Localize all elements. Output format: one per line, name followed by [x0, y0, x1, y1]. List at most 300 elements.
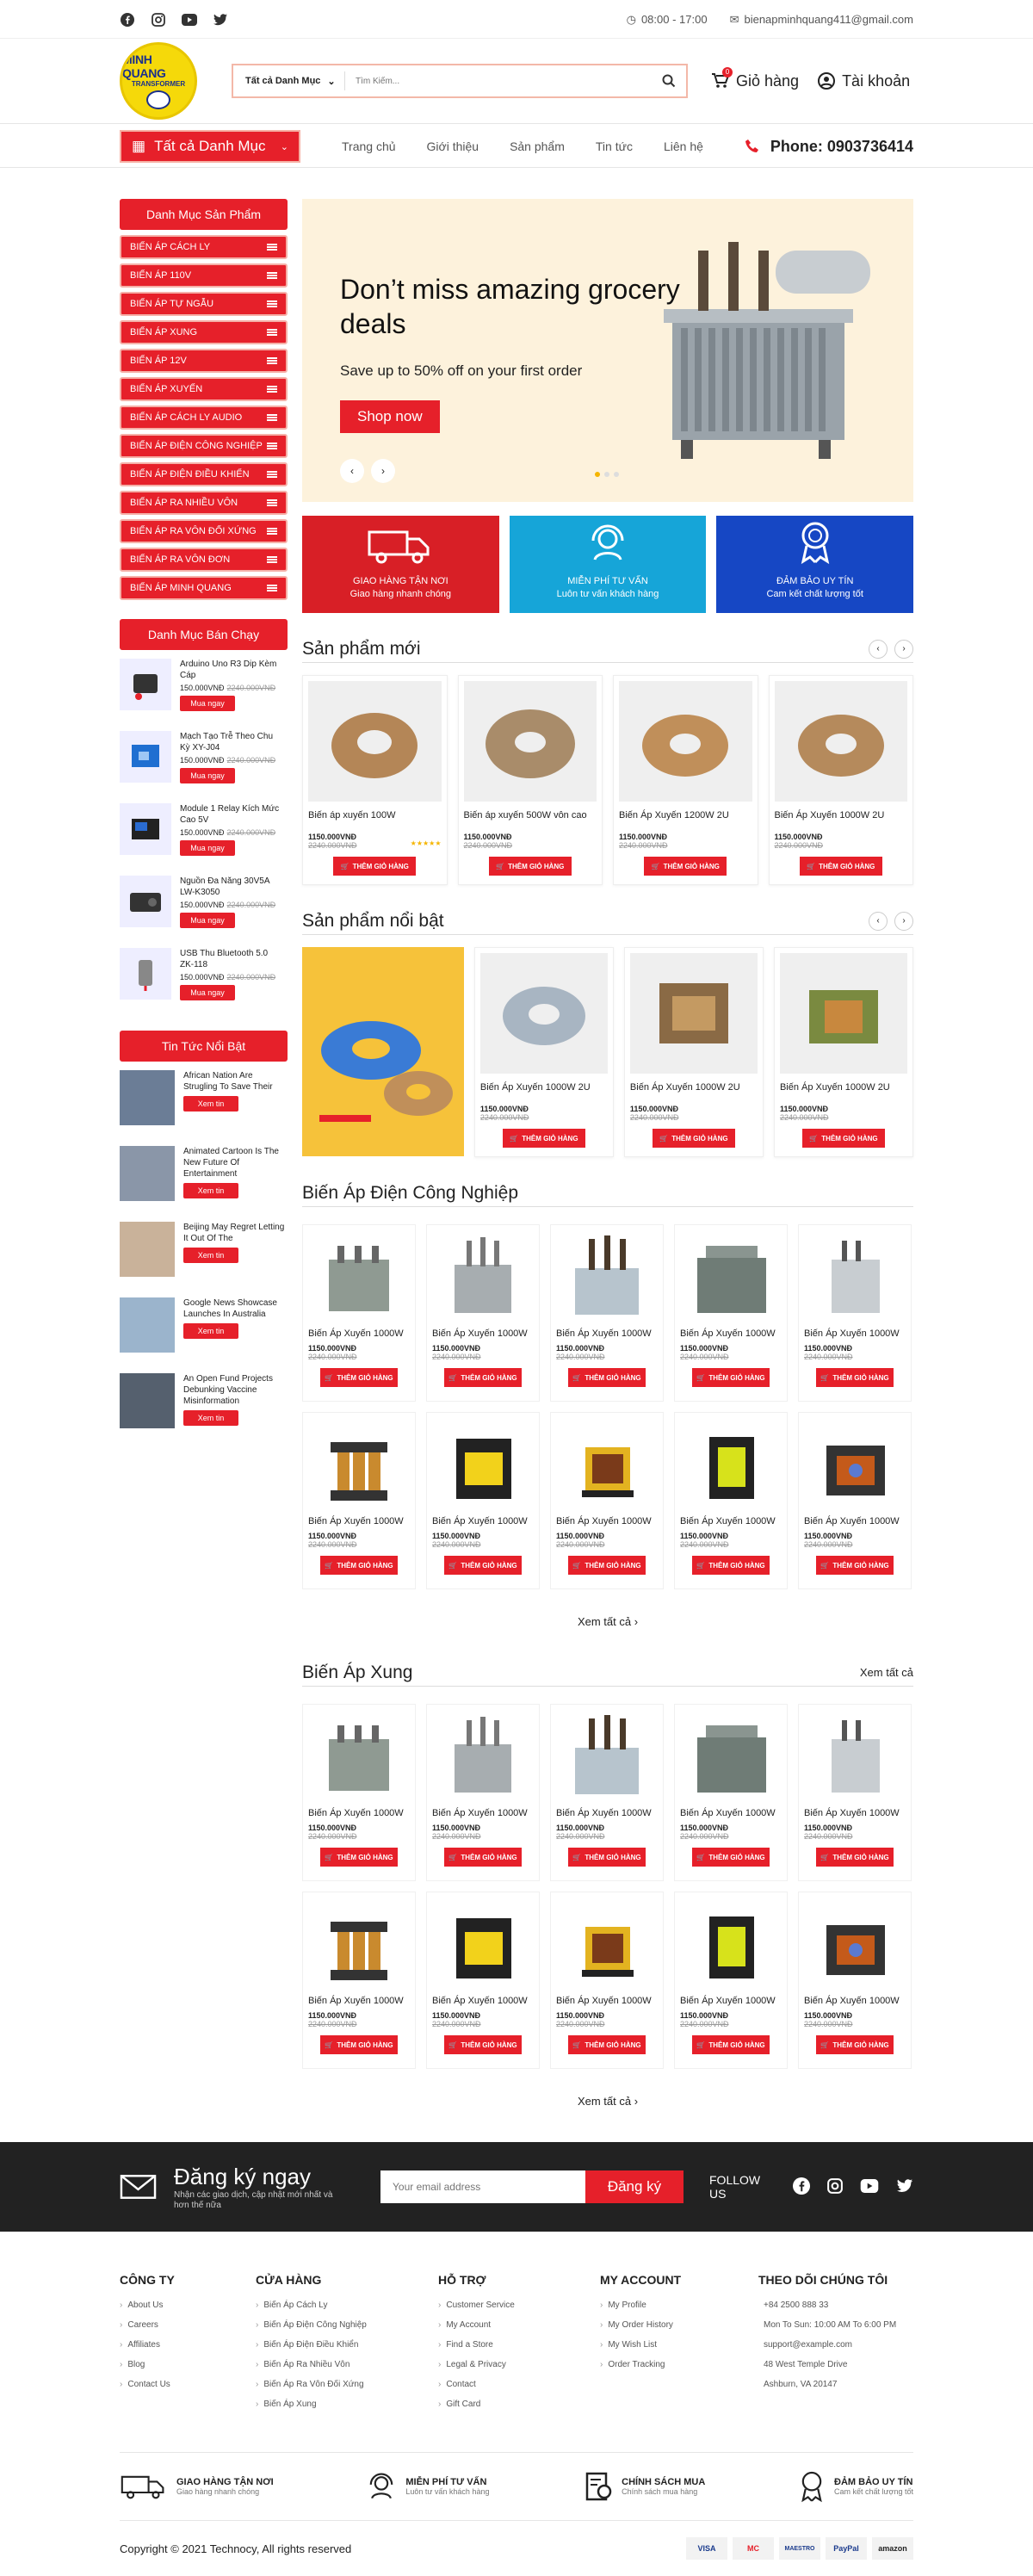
category-item[interactable]: BIẾN ÁP ĐIỆN CÔNG NGHIỆP [120, 434, 288, 458]
menu-icon [267, 499, 277, 506]
bestseller-price: 150.000VNĐ 2240.000VNĐ [180, 828, 276, 837]
buy-now-button[interactable]: Mua ngay [180, 840, 235, 856]
product-old-price: 2240.000VNĐ [680, 1832, 729, 1841]
bestseller-name: Mạch Tạo Trễ Theo Chu Kỳ XY-J04 [180, 732, 274, 752]
add-to-cart-button[interactable]: 🛒 THÊM GIỎ HÀNG [503, 1129, 585, 1148]
cart-icon: 🛒 [820, 1561, 830, 1570]
maestro-icon: MAESTRO [779, 2537, 820, 2560]
product-image [775, 681, 908, 802]
chevron-down-icon: ⌄ [327, 76, 336, 87]
product-card[interactable] [426, 1704, 540, 1881]
category-item[interactable]: BIẾN ÁP TỰ NGẪU [120, 292, 288, 316]
cart-icon: 🛒 [572, 2040, 582, 2049]
nav-item-news[interactable]: Tin tức [595, 139, 633, 153]
news-title: Tin Tức Nổi Bật [120, 1031, 288, 1062]
pagination-dot[interactable] [604, 472, 609, 477]
product-card[interactable] [798, 1892, 912, 2069]
footer-link[interactable]: › Biến Áp Điện Công Nghiệp [256, 2320, 438, 2330]
hero-prev-button[interactable] [340, 459, 364, 483]
product-image [804, 1710, 906, 1803]
logo[interactable] [120, 42, 197, 120]
category-list-title: Danh Mục Sản Phẩm [120, 199, 288, 230]
see-all-link[interactable]: Xem tất cả › [577, 2095, 639, 2108]
product-old-price: 2240.000VNĐ [804, 1353, 853, 1361]
footer-link[interactable]: › My Wish List [600, 2340, 758, 2350]
add-to-cart-button[interactable]: 🛒 THÊM GIỎ HÀNG [568, 1848, 646, 1867]
product-old-price: 2240.000VNĐ [432, 1540, 481, 1549]
product-image [464, 681, 597, 802]
footer-link[interactable]: › Affiliates [120, 2340, 256, 2350]
menu-icon [267, 244, 277, 251]
product-old-price: 2240.000VNĐ [308, 2020, 357, 2028]
product-image [556, 1418, 658, 1511]
contact-info: 48 West Temple Drive [764, 2360, 848, 2369]
product-card[interactable] [769, 675, 914, 885]
footer-link[interactable]: › Biến Áp Xung [256, 2400, 438, 2409]
section-title: Sản phẩm nổi bật [302, 910, 444, 931]
cart-icon: 🛒 [325, 2040, 334, 2049]
category-item[interactable]: BIẾN ÁP RA VÔN ĐƠN [120, 548, 288, 572]
section-title: Biến Áp Điện Công Nghiệp [302, 1182, 518, 1203]
all-categories-button[interactable] [120, 130, 300, 163]
youtube-icon[interactable] [182, 12, 197, 28]
product-price: 1150.000VNĐ [804, 1344, 853, 1353]
clock-icon: ◷ [626, 12, 636, 26]
product-name: Biến Áp Xuyến 1000W [804, 1996, 900, 2006]
product-name: Biến Áp Xuyến 1000W [308, 1328, 404, 1339]
bestseller-price: 150.000VNĐ 2240.000VNĐ [180, 901, 276, 909]
footer-link[interactable]: › Biến Áp Điện Điều Khiển [256, 2340, 438, 2350]
product-price: 1150.000VNĐ [779, 1105, 828, 1113]
footer-link[interactable]: › Biến Áp Cách Ly [256, 2300, 438, 2310]
bestseller-name: USB Thu Bluetooth 5.0 ZK-118 [180, 949, 269, 969]
cart-button[interactable] [712, 68, 800, 90]
product-old-price: 2240.000VNĐ [680, 2020, 729, 2028]
add-to-cart-button[interactable]: 🛒 THÊM GIỎ HÀNG [444, 1556, 522, 1575]
footer-link[interactable]: › Contact Us [120, 2380, 256, 2389]
product-name: Biến Áp Xuyến 1000W [556, 1516, 652, 1526]
add-to-cart-button[interactable]: 🛒 THÊM GIỎ HÀNG [816, 2035, 894, 2054]
news-box [120, 1031, 288, 1440]
product-card[interactable] [426, 1892, 540, 2069]
product-price: 1150.000VNĐ [804, 1824, 853, 1832]
newsletter-email-input[interactable] [380, 2170, 585, 2203]
product-price: 1150.000VNĐ [556, 2011, 605, 2020]
add-to-cart-button[interactable]: 🛒 THÊM GIỎ HÀNG [444, 1368, 522, 1387]
product-old-price: 2240.000VNĐ [804, 1540, 853, 1549]
facebook-icon[interactable] [120, 12, 135, 28]
subscribe-button[interactable]: Đăng ký [585, 2170, 684, 2203]
newsletter-bar [0, 2142, 1033, 2232]
product-name: Biến Áp Xuyến 1000W [308, 1808, 404, 1818]
add-to-cart-button[interactable]: 🛒 THÊM GIỎ HÀNG [692, 1848, 770, 1867]
cart-icon: 🛒 [820, 2040, 830, 2049]
add-to-cart-button[interactable]: 🛒 THÊM GIỎ HÀNG [333, 857, 416, 876]
see-all-link[interactable]: Xem tất cả [859, 1666, 913, 1679]
product-card[interactable] [613, 675, 758, 885]
product-card[interactable] [550, 1224, 664, 1402]
category-item[interactable]: BIẾN ÁP XUYẾN [120, 377, 288, 401]
news-thumbnail [120, 1373, 175, 1428]
menu-icon [267, 386, 277, 393]
product-price: 1150.000VNĐ [629, 1105, 678, 1113]
cart-icon: 🛒 [651, 862, 660, 870]
category-item[interactable]: BIẾN ÁP RA NHIỀU VÔN [120, 491, 288, 515]
bestseller-item[interactable] [120, 803, 288, 867]
all-categories-label: Tất cả Danh Mục [154, 138, 266, 154]
product-name: Biến Áp Xuyến 1000W [556, 1328, 652, 1339]
footer-link[interactable]: › Find a Store [438, 2340, 600, 2350]
bestseller-name: Arduino Uno R3 Dip Kèm Cáp [180, 659, 277, 680]
product-name: Biến Áp Xuyến 1000W [432, 1808, 528, 1818]
product-image [432, 1710, 534, 1803]
account-label: Tài khoản [842, 71, 911, 90]
product-name: Biến Áp Xuyến 1000W [804, 1808, 900, 1818]
product-thumbnail [120, 731, 171, 783]
product-price: 1150.000VNĐ [556, 1824, 605, 1832]
footer [120, 2273, 913, 2576]
product-image [804, 1898, 906, 1991]
add-to-cart-button[interactable]: 🛒 THÊM GIỎ HÀNG [489, 857, 572, 876]
product-card[interactable] [798, 1704, 912, 1881]
nav-item-about[interactable]: Giới thiệu [426, 139, 479, 153]
footer-link[interactable]: › My Order History [600, 2320, 758, 2330]
service-consult: MIỄN PHÍ TƯ VẤN Luôn tư vấn khách hàng [510, 516, 707, 613]
rating-stars-icon: ★★★★★ [410, 839, 442, 847]
product-old-price: 2240.000VNĐ [774, 841, 824, 850]
read-news-button[interactable]: Xem tin [183, 1248, 238, 1263]
add-to-cart-button[interactable]: 🛒 THÊM GIỎ HÀNG [692, 1556, 770, 1575]
carousel-next-button[interactable]: › [894, 912, 913, 931]
nav-item-products[interactable]: Sản phẩm [510, 139, 565, 153]
nav-item-home[interactable]: Trang chủ [342, 139, 396, 153]
footer-link[interactable]: › Biến Áp Ra Nhiều Vôn [256, 2360, 438, 2369]
product-name: Biến Áp Xuyến 1000W [680, 1516, 776, 1526]
facebook-icon[interactable] [793, 2177, 810, 2197]
product-old-price: 2240.000VNĐ [432, 1832, 481, 1841]
bestseller-title: Danh Mục Bán Chạy [120, 619, 288, 650]
footer-link[interactable]: › Gift Card [438, 2400, 600, 2409]
product-card[interactable] [674, 1412, 788, 1589]
product-card[interactable] [426, 1412, 540, 1589]
product-thumbnail [120, 803, 171, 855]
news-headline: Animated Cartoon Is The New Future Of Entertainment [183, 1147, 279, 1179]
product-thumbnail [120, 948, 171, 1000]
phone-contact[interactable] [745, 138, 913, 156]
search-button[interactable] [652, 65, 686, 96]
product-old-price: 2240.000VNĐ [629, 1113, 679, 1122]
add-to-cart-button[interactable]: 🛒 THÊM GIỎ HÀNG [320, 1368, 398, 1387]
category-item[interactable]: BIẾN ÁP XUNG [120, 320, 288, 344]
product-card[interactable] [426, 1224, 540, 1402]
product-image [308, 1230, 410, 1323]
category-item[interactable]: BIẾN ÁP ĐIỆN ĐIỀU KHIỂN [120, 462, 288, 486]
instagram-icon[interactable] [151, 12, 166, 28]
carousel-prev-button[interactable]: ‹ [869, 640, 888, 659]
footer-service-trust: ĐẢM BẢO UY TÍN Cam kết chất lượng tốt [798, 2470, 913, 2503]
footer-link[interactable]: › Contact [438, 2380, 600, 2389]
add-to-cart-button[interactable]: 🛒 THÊM GIỎ HÀNG [568, 2035, 646, 2054]
cart-icon: 🛒 [572, 1561, 582, 1570]
menu-icon [267, 585, 277, 591]
news-thumbnail [120, 1297, 175, 1353]
product-price: 1150.000VNĐ [308, 1824, 357, 1832]
nav-item-contact[interactable]: Liên hệ [663, 139, 703, 153]
add-to-cart-button[interactable]: 🛒 THÊM GIỎ HÀNG [568, 1556, 646, 1575]
cart-label: Giỏ hàng [736, 71, 800, 90]
product-price: 1150.000VNĐ [556, 1532, 605, 1540]
menu-icon [267, 357, 277, 364]
news-headline: African Nation Are Strugling To Save Their [183, 1071, 273, 1092]
product-card[interactable] [458, 675, 603, 885]
read-news-button[interactable]: Xem tin [183, 1323, 238, 1339]
contact-info[interactable]: support@example.com [764, 2340, 852, 2350]
bestseller-item[interactable] [120, 948, 288, 1012]
product-image [680, 1710, 782, 1803]
pagination-dot[interactable] [614, 472, 619, 477]
product-old-price: 2240.000VNĐ [556, 1540, 605, 1549]
read-news-button[interactable]: Xem tin [183, 1096, 238, 1112]
footer-link[interactable]: › Customer Service [438, 2300, 600, 2310]
news-item[interactable] [120, 1146, 288, 1213]
footer-link[interactable]: › Biến Áp Ra Vôn Đối Xứng [256, 2380, 438, 2389]
read-news-button[interactable]: Xem tin [183, 1410, 238, 1426]
opening-hours [627, 13, 708, 27]
grid-icon: ▦ [132, 138, 146, 154]
product-card[interactable] [798, 1412, 912, 1589]
product-image [308, 1710, 410, 1803]
truck-icon [120, 2473, 168, 2500]
chevron-right-icon: › [381, 465, 385, 477]
product-old-price: 2240.000VNĐ [680, 1540, 729, 1549]
news-item[interactable] [120, 1222, 288, 1289]
category-item[interactable]: BIẾN ÁP CÁCH LY AUDIO [120, 406, 288, 430]
footer-service-policy: CHÍNH SÁCH MUA Chính sách mua hàng [582, 2470, 705, 2503]
main-nav [0, 123, 1033, 168]
add-to-cart-button[interactable]: 🛒 THÊM GIỎ HÀNG [653, 1129, 735, 1148]
featured-section [302, 907, 913, 1157]
product-card[interactable] [550, 1412, 664, 1589]
category-item[interactable]: BIẾN ÁP 12V [120, 349, 288, 373]
add-to-cart-button[interactable]: 🛒 THÊM GIỎ HÀNG [816, 1368, 894, 1387]
add-to-cart-button[interactable]: 🛒 THÊM GIỎ HÀNG [802, 1129, 885, 1148]
menu-icon [267, 556, 277, 563]
shop-now-button[interactable]: Shop now [340, 400, 440, 433]
product-name: Biến Áp Xuyến 1000W 2U [779, 1082, 890, 1093]
product-price: 1150.000VNĐ [479, 1105, 529, 1113]
category-item[interactable]: BIẾN ÁP CÁCH LY [120, 235, 288, 259]
bestseller-name: Nguồn Đa Năng 30V5A LW-K3050 [180, 876, 269, 897]
pagination-dot[interactable] [595, 472, 600, 477]
truck-icon [366, 527, 435, 565]
product-name: Biến Áp Xuyến 1000W [680, 1996, 776, 2006]
cart-icon: 🛒 [572, 1373, 582, 1382]
product-old-price: 2240.000VNĐ [680, 1353, 729, 1361]
footer-services [120, 2452, 913, 2521]
product-old-price: 2240.000VNĐ [779, 1113, 829, 1122]
add-to-cart-button[interactable]: 🛒 THÊM GIỎ HÀNG [568, 1368, 646, 1387]
product-card[interactable] [302, 1704, 416, 1881]
product-old-price: 2240.000VNĐ [432, 2020, 481, 2028]
cart-icon: 🛒 [325, 1853, 334, 1861]
twitter-icon[interactable] [213, 12, 228, 28]
product-old-price: 2240.000VNĐ [308, 841, 357, 850]
transformer-image [646, 216, 896, 474]
product-price: 1150.000VNĐ [308, 833, 357, 841]
phone-icon [745, 139, 760, 154]
add-to-cart-button[interactable]: 🛒 THÊM GIỎ HÀNG [816, 1556, 894, 1575]
product-card[interactable] [774, 947, 913, 1157]
search-input[interactable] [345, 77, 652, 86]
product-image [680, 1418, 782, 1511]
hero-next-button[interactable] [371, 459, 395, 483]
product-name: Biến Áp Xuyến 1200W 2U [619, 810, 729, 820]
news-item[interactable] [120, 1297, 288, 1365]
featured-promo-image[interactable] [302, 947, 464, 1156]
email-text: bienapminhquang411@gmail.com [744, 13, 913, 26]
product-card[interactable] [550, 1892, 664, 2069]
add-to-cart-button[interactable]: 🛒 THÊM GIỎ HÀNG [444, 1848, 522, 1867]
newsletter-title: Đăng ký ngay [174, 2163, 311, 2189]
cart-icon: 🛒 [659, 1134, 669, 1142]
footer-link[interactable]: › About Us [120, 2300, 256, 2310]
news-headline: An Open Fund Projects Debunking Vaccine Misinformation [183, 1374, 273, 1406]
youtube-icon[interactable] [860, 2179, 879, 2195]
product-price: 1150.000VNĐ [680, 2011, 729, 2020]
product-card[interactable] [474, 947, 614, 1157]
receipt-icon [582, 2471, 613, 2502]
product-card[interactable] [550, 1704, 664, 1881]
add-to-cart-button[interactable]: 🛒 THÊM GIỎ HÀNG [320, 1556, 398, 1575]
product-thumbnail [120, 876, 171, 927]
footer-link[interactable]: › My Account [438, 2320, 600, 2330]
instagram-icon[interactable] [827, 2178, 843, 2196]
add-to-cart-button[interactable]: 🛒 THÊM GIỎ HÀNG [800, 857, 882, 876]
hero-pagination [595, 472, 619, 477]
buy-now-button[interactable]: Mua ngay [180, 913, 235, 928]
bestseller-price: 150.000VNĐ 2240.000VNĐ [180, 684, 276, 692]
paypal-icon: PayPal [826, 2537, 867, 2560]
menu-icon [267, 272, 277, 279]
product-old-price: 2240.000VNĐ [308, 1353, 357, 1361]
news-headline: Google News Showcase Launches In Australia [183, 1298, 277, 1319]
bestseller-item[interactable] [120, 659, 288, 722]
twitter-icon[interactable] [896, 2179, 913, 2195]
buy-now-button[interactable]: Mua ngay [180, 985, 235, 1000]
product-card[interactable] [302, 1892, 416, 2069]
account-button[interactable] [818, 72, 910, 90]
footer-service-delivery: GIAO HÀNG TẬN NƠI Giao hàng nhanh chóng [120, 2470, 274, 2503]
service-delivery: GIAO HÀNG TẬN NƠI Giao hàng nhanh chóng [302, 516, 499, 613]
product-name: Biến áp xuyến 500W vôn cao [463, 810, 587, 820]
add-to-cart-button[interactable]: 🛒 THÊM GIỎ HÀNG [320, 1848, 398, 1867]
add-to-cart-button[interactable]: 🛒 THÊM GIỎ HÀNG [692, 1368, 770, 1387]
bestseller-item[interactable] [120, 876, 288, 939]
see-all-link[interactable]: Xem tất cả › [577, 1615, 639, 1628]
product-card[interactable] [674, 1704, 788, 1881]
product-image [432, 1230, 534, 1323]
product-price: 1150.000VNĐ [804, 1532, 853, 1540]
footer-link[interactable]: › My Profile [600, 2300, 758, 2310]
hero-banner [302, 199, 913, 502]
read-news-button[interactable]: Xem tin [183, 1183, 238, 1198]
product-card[interactable] [624, 947, 764, 1157]
cart-icon: 🛒 [696, 1853, 706, 1861]
product-name: Biến Áp Xuyến 1000W 2U [479, 1082, 591, 1093]
bestseller-price: 150.000VNĐ 2240.000VNĐ [180, 973, 276, 981]
menu-icon [267, 329, 277, 336]
news-item[interactable] [120, 1070, 288, 1137]
amazon-icon: amazon [872, 2537, 913, 2560]
product-price: 1150.000VNĐ [432, 1344, 481, 1353]
category-item[interactable]: BIẾN ÁP 110V [120, 263, 288, 288]
footer-service-consult: MIỄN PHÍ TƯ VẤN Luôn tư vấn khách hàng [366, 2470, 489, 2503]
footer-link[interactable]: › Careers [120, 2320, 256, 2330]
news-item[interactable] [120, 1373, 288, 1440]
headset-icon [366, 2471, 397, 2502]
bestseller-item[interactable] [120, 731, 288, 795]
product-name: Biến áp xuyến 100W [308, 810, 396, 820]
buy-now-button[interactable]: Mua ngay [180, 768, 235, 783]
product-name: Biến Áp Xuyến 1000W [804, 1328, 900, 1339]
cart-icon: 🛒 [572, 1853, 582, 1861]
product-image [804, 1230, 906, 1323]
product-old-price: 2240.000VNĐ [556, 1353, 605, 1361]
product-image [432, 1418, 534, 1511]
search-category-select[interactable] [233, 71, 345, 90]
add-to-cart-button[interactable]: 🛒 THÊM GIỎ HÀNG [692, 2035, 770, 2054]
news-headline: Beijing May Regret Letting It Out Of The [183, 1223, 285, 1243]
product-card[interactable] [674, 1892, 788, 2069]
product-old-price: 2240.000VNĐ [308, 1540, 357, 1549]
section-title: Sản phẩm mới [302, 638, 421, 659]
carousel-next-button[interactable]: › [894, 640, 913, 659]
footer-link[interactable]: › Blog [120, 2360, 256, 2369]
product-card[interactable] [674, 1224, 788, 1402]
footer-link[interactable]: › Order Tracking [600, 2360, 758, 2369]
footer-link[interactable]: › Legal & Privacy [438, 2360, 600, 2369]
cart-icon: 🛒 [696, 2040, 706, 2049]
bestseller-name: Module 1 Relay Kích Mức Cao 5V [180, 804, 280, 825]
category-item[interactable]: BIẾN ÁP RA VÔN ĐỐI XỨNG [120, 519, 288, 543]
product-price: 1150.000VNĐ [804, 2011, 853, 2020]
menu-icon [267, 414, 277, 421]
menu-icon [267, 528, 277, 535]
cart-icon: 🛒 [448, 2040, 458, 2049]
product-price: 1150.000VNĐ [774, 833, 823, 841]
product-card[interactable] [798, 1224, 912, 1402]
product-card[interactable] [302, 675, 448, 885]
logo-mark-icon [146, 90, 170, 109]
product-card[interactable] [302, 1412, 416, 1589]
product-name: Biến Áp Xuyến 1000W [680, 1808, 776, 1818]
logo-subtext: TRANSFORMER [131, 80, 186, 88]
add-to-cart-button[interactable]: 🛒 THÊM GIỎ HÀNG [644, 857, 727, 876]
search-icon [662, 74, 676, 88]
product-card[interactable] [302, 1224, 416, 1402]
category-item[interactable]: BIẾN ÁP MINH QUANG [120, 576, 288, 600]
add-to-cart-button[interactable]: 🛒 THÊM GIỎ HÀNG [320, 2035, 398, 2054]
add-to-cart-button[interactable]: 🛒 THÊM GIỎ HÀNG [816, 1848, 894, 1867]
add-to-cart-button[interactable]: 🛒 THÊM GIỎ HÀNG [444, 2035, 522, 2054]
product-image [556, 1710, 658, 1803]
cart-icon: 🛒 [696, 1373, 706, 1382]
buy-now-button[interactable]: Mua ngay [180, 696, 235, 711]
carousel-prev-button[interactable]: ‹ [869, 912, 888, 931]
product-price: 1150.000VNĐ [432, 2011, 481, 2020]
product-old-price: 2240.000VNĐ [804, 2020, 853, 2028]
contact-email[interactable] [730, 13, 913, 27]
